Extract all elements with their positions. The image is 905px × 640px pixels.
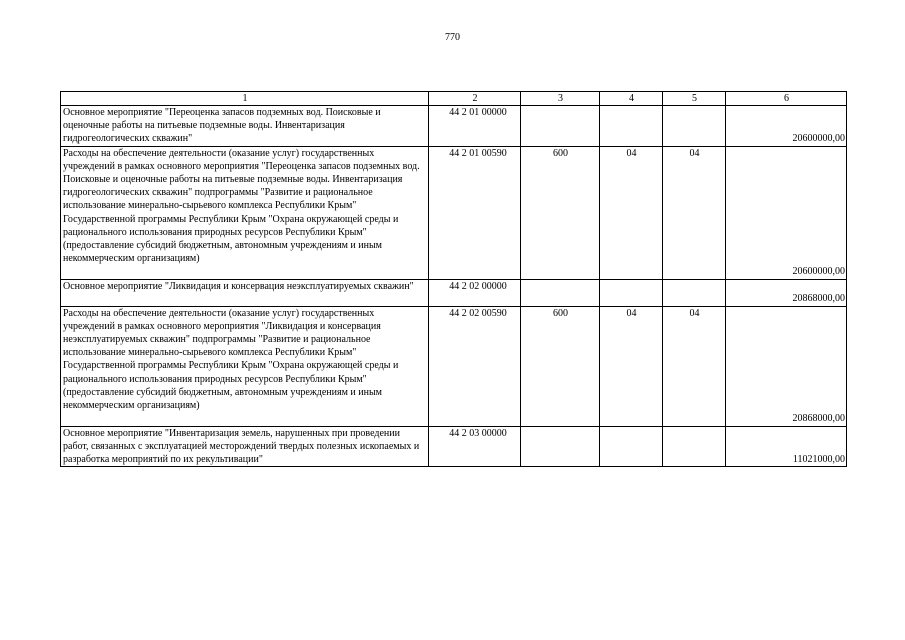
row-description: Основное мероприятие "Инвентаризация земель, нарушенных при проведении работ, связанных с эксплуатацией месторождений твердых полезных ископаемых и разработка мероприятий по их рекультивации" [61, 426, 429, 467]
row-col3 [521, 426, 600, 467]
table-row [61, 146, 847, 279]
table-row [61, 426, 847, 467]
row-col3: 600 [521, 146, 600, 279]
budget-table [60, 91, 847, 467]
row-col5 [663, 106, 726, 147]
column-header: 2 [429, 92, 521, 106]
row-description: Расходы на обеспечение деятельности (оказание услуг) государственных учреждений в рамках основного мероприятия "Ликвидация и консервация неэксплуатируемых скважин" подпрограммы "Развитие и рациональное использование минерально-сырьевого комплекса Республики Крым" Государственной программы Республики Крым "Охрана окружающей среды и рационального использования природных ресурсов Республики Крым" (предоставление субсидий бюджетным, автономным учреждениям и иным некоммерческим организациям) [61, 306, 429, 426]
row-amount: 20868000,00 [726, 279, 847, 306]
row-col3 [521, 106, 600, 147]
row-col3: 600 [521, 306, 600, 426]
column-header: 5 [663, 92, 726, 106]
column-header: 1 [61, 92, 429, 106]
row-col3 [521, 279, 600, 306]
row-col4: 04 [600, 146, 663, 279]
row-col4 [600, 426, 663, 467]
page-number: 770 [445, 32, 460, 43]
column-header: 3 [521, 92, 600, 106]
row-col5: 04 [663, 306, 726, 426]
row-amount: 11021000,00 [726, 426, 847, 467]
table-header-row [61, 92, 847, 106]
row-amount: 20600000,00 [726, 106, 847, 147]
row-code: 44 2 03 00000 [429, 426, 521, 467]
table-row [61, 306, 847, 426]
row-description: Расходы на обеспечение деятельности (оказание услуг) государственных учреждений в рамках основного мероприятия "Переоценка запасов подземных вод. Поисковые и оценочные работы на питьевые подземные воды. Инвентаризация гидрогеологических скважин" подпрограммы "Развитие и рациональное использование минерально-сырьевого комплекса Республики Крым" Государственной программы Республики Крым "Охрана окружающей среды и рационального использования природных ресурсов Республики Крым" (предоставление субсидий бюджетным, автономным учреждениям и иным некоммерческим организациям) [61, 146, 429, 279]
table-row [61, 279, 847, 306]
table-row [61, 106, 847, 147]
row-code: 44 2 01 00000 [429, 106, 521, 147]
row-amount: 20868000,00 [726, 306, 847, 426]
row-col4: 04 [600, 306, 663, 426]
row-description: Основное мероприятие "Переоценка запасов подземных вод. Поисковые и оценочные работы на питьевые подземные воды. Инвентаризация гидрогеологических скважин" [61, 106, 429, 147]
row-amount: 20600000,00 [726, 146, 847, 279]
row-code: 44 2 01 00590 [429, 146, 521, 279]
row-col5: 04 [663, 146, 726, 279]
row-col5 [663, 279, 726, 306]
column-header: 6 [726, 92, 847, 106]
row-code: 44 2 02 00590 [429, 306, 521, 426]
row-description: Основное мероприятие "Ликвидация и консервация неэксплуатируемых скважин" [61, 279, 429, 306]
row-col5 [663, 426, 726, 467]
column-header: 4 [600, 92, 663, 106]
row-code: 44 2 02 00000 [429, 279, 521, 306]
row-col4 [600, 279, 663, 306]
row-col4 [600, 106, 663, 147]
